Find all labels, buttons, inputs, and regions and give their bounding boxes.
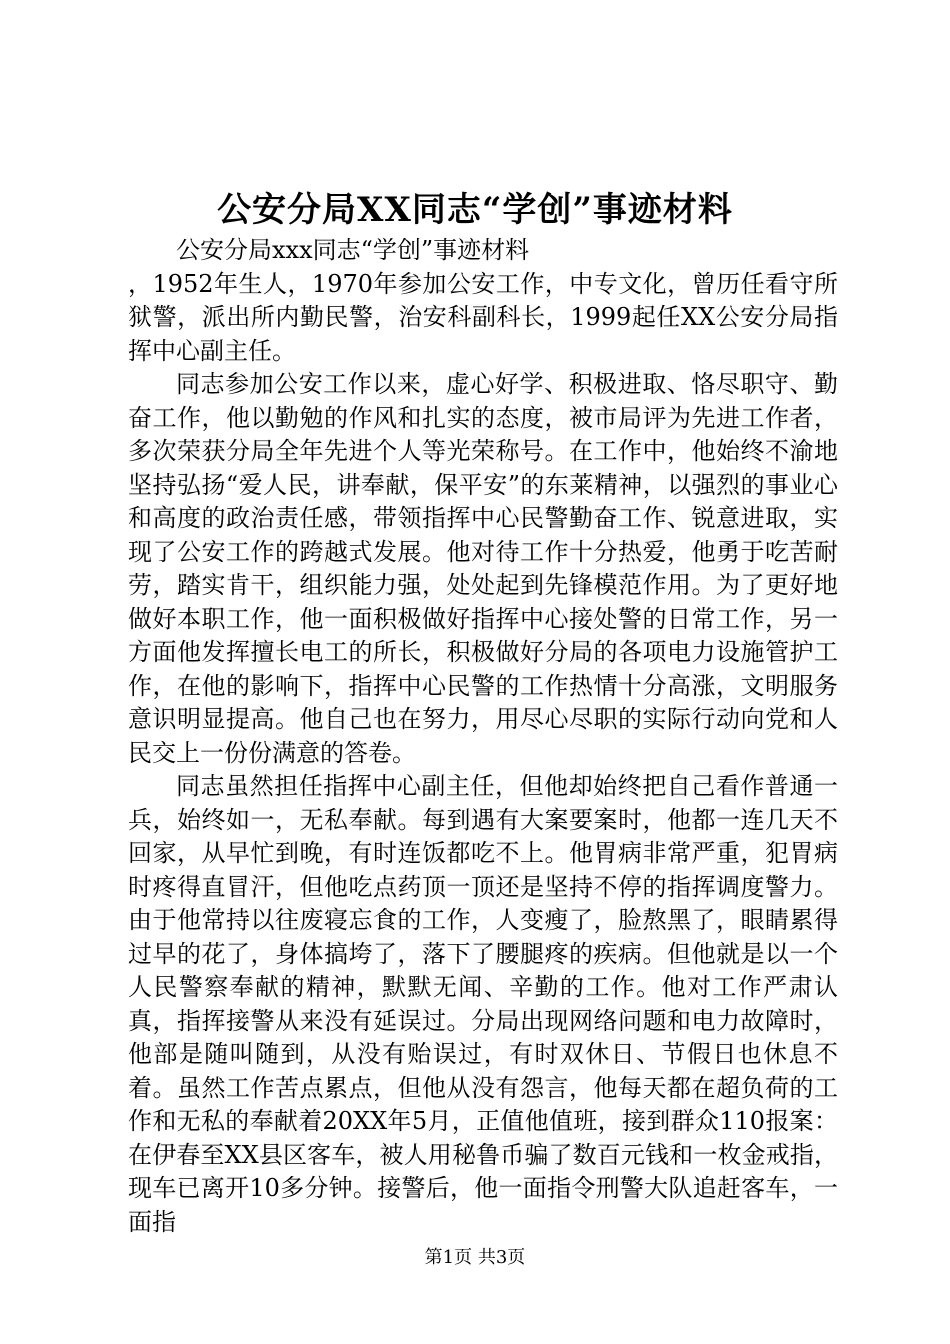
paragraph-work-attitude: 同志参加公安工作以来，虚心好学、积极进取、恪尽职守、勤奋工作，他以勤勉的作风和扎实的态度，被市局评为先进工作者，多次荣获分局全年先进个人等光荣称号。在工作中，他始终不渝地坚持弘扬“爱人民，讲奉献，保平安”的东莱精神，以强烈的事业心和高度的政治责任感，带领指挥中心民警勤奋工作、锐意进取，实现了公安工作的跨越式发展。他对待工作十分热爱，他勇于吃苦耐劳，踏实肯干，组织能力强，处处起到先锋模范作用。为了更好地做好本职工作，他一面积极做好指挥中心接处警的日常工作，另一方面他发挥擅长电工的所长，积极做好分局的各项电力设施管护工作，在他的影响下，指挥中心民警的工作热情十分高涨，文明服务意识明显提高。他自己也在努力，用尽心尽职的实际行动向党和人民交上一份份满意的答卷。 [128,370,838,767]
paragraph-dedication: 同志虽然担任指挥中心副主任，但他却始终把自己看作普通一兵，始终如一，无私奉献。每到遇有大案要案时，他都一连几天不回家，从早忙到晚，有时连饭都吃不上。他胃病非常严重，犯胃病时疼得直冒汗，但他吃点药顶一顶还是坚持不停的指挥调度警力。由于他常持以往废寝忘食的工作，人变瘦了，脸熬黑了，眼睛累得过早的花了，身体搞垮了，落下了腰腿疼的疾病。但他就是以一个人民警察奉献的精神，默默无闻、辛勤的工作。他对工作严肃认真，指挥接警从来没有延误过。分局出现网络问题和电力故障时，他部是随叫随到，从没有贻误过，有时双休日、节假日也休息不着。虽然工作苦点累点，但他从没有怨言，他每天都在超负荷的工作和无私的奉献着20XX年5月，正值他值班，接到群众110报案：在伊春至XX县区客车，被人用秘鲁币骗了数百元钱和一枚金戒指，现车已离开10多分钟。接警后，他一面指令刑警大队追赶客车，一面指 [128,772,838,1236]
document-title: 公安分局XX同志“学创”事迹材料 [217,190,733,230]
page-number-footer: 第1页 共3页 [424,1247,526,1268]
document-body [128,234,838,1239]
document-subtitle: 公安分局xxx同志“学创”事迹材料 [176,236,530,264]
paragraph-intro: ，1952年生人，1970年参加公安工作，中专文化，曾历任看守所狱警，派出所内勤民警，治安科副科长，1999起任XX公安分局指挥中心副主任。 [128,269,838,365]
